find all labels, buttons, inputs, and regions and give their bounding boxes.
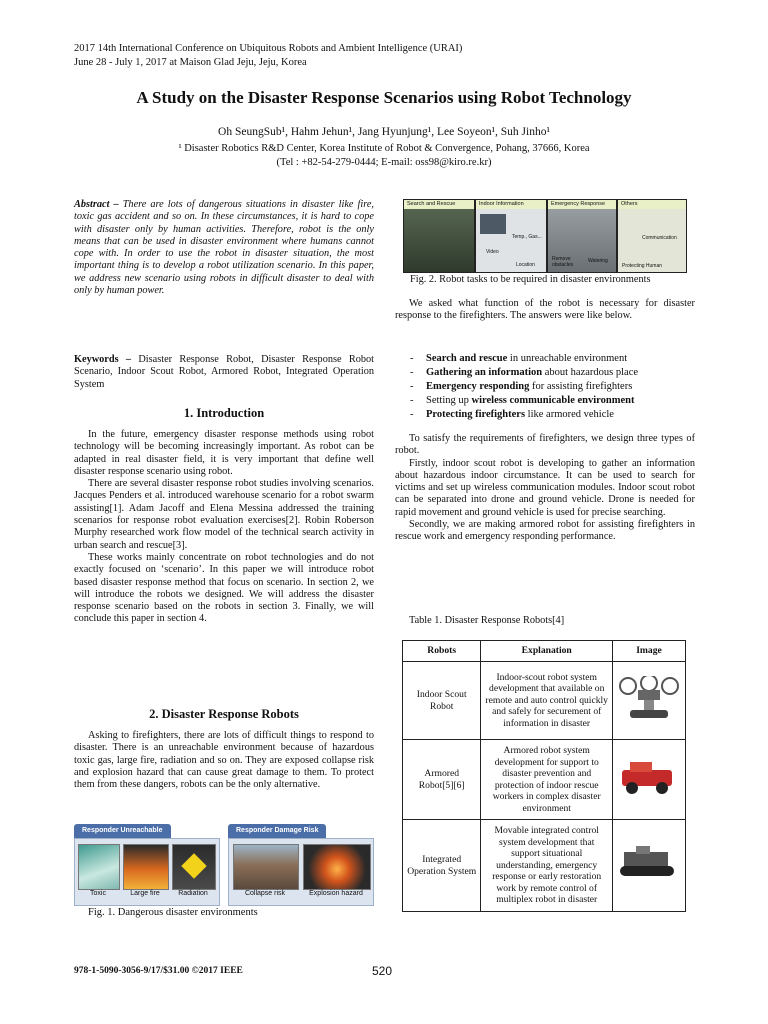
figure-label: Explosion hazard — [309, 890, 363, 897]
drone-robot-icon — [616, 676, 682, 722]
paragraph: We asked what function of the robot is necessary for disaster response to the firefighters. The answers were like below. — [395, 298, 695, 322]
robots-table — [402, 640, 686, 912]
robot-explanation: Indoor-scout robot system development that available on remote and auto control quickly and safely for securement of information in disaster — [481, 662, 613, 740]
paragraph: Secondly, we are making armored robot for assisting firefighters in rescue work and emergency responding performance. — [395, 519, 695, 543]
figure-1 — [74, 824, 374, 906]
contact-info: (Tel : +82-54-279-0444; E-mail: oss98@kiro.re.kr) — [276, 157, 492, 168]
paper-title: A Study on the Disaster Response Scenarios using Robot Technology — [136, 88, 632, 107]
panel-responder-damage-risk — [228, 824, 374, 906]
large-fire-image — [123, 844, 169, 890]
video-thumb — [480, 214, 506, 234]
task-tab: Search and Rescue — [404, 200, 474, 209]
figure-2-caption: Fig. 2. Robot tasks to be required in disaster environments — [410, 274, 651, 285]
task-search-rescue — [403, 199, 475, 273]
figure-2 — [403, 199, 685, 271]
task-label: Video — [486, 249, 499, 255]
tracked-robot-icon — [616, 844, 682, 884]
table-row — [403, 662, 686, 740]
introduction-body — [74, 429, 374, 626]
robot-image-cell — [613, 820, 686, 912]
task-label: Temp., Gas... — [512, 234, 542, 240]
task-label: Communication — [642, 235, 677, 241]
list-item: - Gathering an information about hazardous place — [410, 366, 700, 380]
list-item: - Search and rescue in unreachable environment — [410, 352, 700, 366]
list-item: - Setting up wireless communicable environment — [410, 394, 700, 408]
robot-name: Armored Robot[5][6] — [403, 740, 481, 820]
section-heading-introduction: 1. Introduction — [183, 406, 265, 420]
panel-responder-unreachable — [74, 824, 220, 906]
keywords — [74, 354, 374, 391]
abstract-label: Abstract – — [74, 199, 119, 210]
abstract-text: There are lots of dangerous situations in disaster like fire, toxic gas accident and so on. In these circumstances, it is hard to cope with disaster only by human activities. Therefore, robot is the only means that can be used in disaster environment where humans cannot cope with. In order to use the robot in disaster situation, the most important thing is to develop a robot utilization scenario. In this paper, we address new scenario using robots in difficult disaster to deal with only by human power. — [74, 199, 375, 297]
author-list: Oh SeungSub¹, Hahm Jehun¹, Jang Hyunjung¹, Lee Soyeon¹, Suh Jinho¹ — [218, 126, 550, 138]
table-header-row — [403, 641, 686, 662]
robot-name: Indoor Scout Robot — [403, 662, 481, 740]
paragraph: There are several disaster response robot studies involving scenarios. Jacques Penders et al. introduced warehouse scenario for a robot swarm assisting[1]. Adam Jacoff and Elena Messina addressed the training scenarios for response robot evaluation exercises[2]. Robin Roberson Murphy researched work flow model of the technical search activity in urban search and rescue[3]. — [74, 478, 374, 551]
keywords-text: Disaster Response Robot, Disaster Response Robot Scenario, Indoor Scout Robot, Armored Robot, Integrated Operation System — [74, 354, 375, 390]
page-number: 520 — [372, 964, 393, 978]
task-tab: Emergency Response — [548, 200, 616, 209]
robots-body — [74, 730, 374, 791]
column-header: Explanation — [481, 641, 613, 662]
robot-name: Integrated Operation System — [403, 820, 481, 912]
paragraph: These works mainly concentrate on robot technologies and do not exactly focused on ‘scenario’. In this paper we will introduce robot based disaster response method that focus on scenario. In section 2, we will introduce the robots we designed. We will address the disaster response scenario based on the robots in section 3. Finally, we will conclude this paper in section 4. — [74, 551, 374, 625]
table-1-caption: Table 1. Disaster Response Robots[4] — [409, 615, 565, 626]
figure-label: Radiation — [178, 890, 208, 897]
task-label: Location — [516, 262, 535, 268]
armored-vehicle-icon — [616, 758, 682, 798]
keywords-label: Keywords – — [74, 354, 132, 365]
table-row — [403, 740, 686, 820]
affiliation: ¹ Disaster Robotics R&D Center, Korea Institute of Robot & Convergence, Pohang, 37666, Korea — [178, 143, 590, 154]
robot-explanation: Armored robot system development for support to disaster prevention and protection of indoor rescue workers in complex disaster environment — [481, 740, 613, 820]
task-list — [410, 352, 700, 422]
conference-line: 2017 14th International Conference on Ubiquitous Robots and Ambient Intelligence (URAI) — [74, 43, 463, 54]
task-label: Watering — [588, 258, 608, 264]
paragraph: To satisfy the requirements of firefighters, we design three types of robot. — [395, 433, 695, 457]
abstract — [74, 199, 374, 297]
robot-image-cell — [613, 740, 686, 820]
paragraph: Firstly, indoor scout robot is developing to gather an information about hazardous indoor circumstance. It can be used to search for victims and set up wireless communication modules. Indoor scout robot can be separated into drone and ground vehicle. Drone is needed for rapid movement and ground vehicle is used for precise searching. — [395, 457, 695, 518]
paragraph: In the future, emergency disaster response methods using robot technology will be becoming increasingly important. As robot can be adapted in real disaster field, it is very important that define well disaster response scenario using robot. — [74, 429, 374, 477]
paragraph: Asking to firefighters, there are lots of difficult things to respond to disaster. There is an unreachable environment because of hazardous toxic gas, large fire, radiation and so on. They are exposed collapse risk and explosion hazard that can cause great damage to them. To protect them from these dangers, robots can be the only alternative. — [74, 730, 374, 791]
task-tab: Indoor Information — [476, 200, 546, 209]
task-others — [617, 199, 687, 273]
task-indoor-information — [475, 199, 547, 273]
toxic-image — [78, 844, 120, 890]
radiation-image — [172, 844, 216, 890]
right-intro — [395, 298, 695, 323]
figure-label: Toxic — [90, 890, 106, 897]
task-label: Protecting Human — [622, 263, 663, 269]
table-row — [403, 820, 686, 912]
list-item: - Protecting firefighters like armored vehicle — [410, 408, 700, 422]
list-item: - Emergency responding for assisting firefighters — [410, 380, 700, 394]
task-emergency-response — [547, 199, 617, 273]
right-body — [395, 433, 695, 544]
figure-label: Collapse risk — [244, 890, 286, 897]
explosion-hazard-image — [303, 844, 371, 890]
conference-dates: June 28 - July 1, 2017 at Maison Glad Jeju, Jeju, Korea — [74, 57, 307, 68]
robot-explanation: Movable integrated control system development that support situational understanding, emergency response or early restoration work by remote control of multiplex robot in disaster — [481, 820, 613, 912]
collapse-risk-image — [233, 844, 299, 890]
panel-title: Responder Unreachable — [74, 824, 171, 838]
robot-image-cell — [613, 662, 686, 740]
section-heading-robots: 2. Disaster Response Robots — [149, 707, 299, 721]
figure-1-caption: Fig. 1. Dangerous disaster environments — [88, 907, 258, 918]
task-label: Remove obstacles — [552, 256, 574, 268]
figure-label: Large fire — [130, 890, 160, 897]
panel-title: Responder Damage Risk — [228, 824, 326, 838]
footer-isbn: 978-1-5090-3056-9/17/$31.00 ©2017 IEEE — [74, 966, 243, 976]
column-header: Robots — [403, 641, 481, 662]
column-header: Image — [613, 641, 686, 662]
radiation-icon — [181, 853, 206, 878]
task-tab: Others — [618, 200, 686, 209]
